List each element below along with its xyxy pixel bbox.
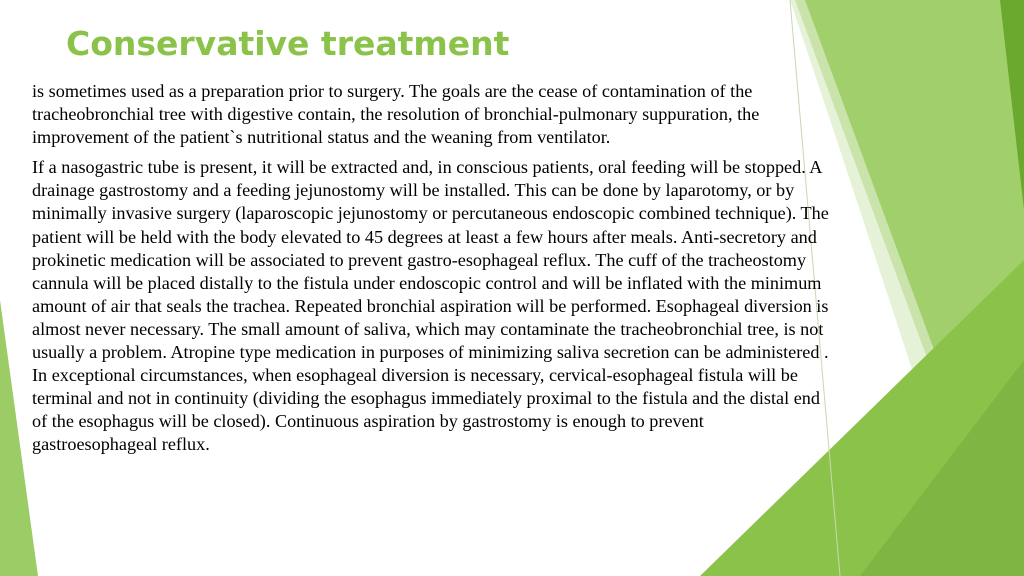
body-text [32,80,832,464]
paragraph-intro: is sometimes used as a preparation prior to surgery. The goals are the cease of contamination of the tracheobronchial tree with digestive contain, the resolution of bronchial-pulmonary suppuration, the improvement of the patient`s nutritional status and the weaning from ventilator. [32,81,760,148]
paragraph-procedure: If a nasogastric tube is present, it will be extracted and, in conscious patients, oral feeding will be stopped. A drainage gastrostomy and a feeding jejunostomy will be installed. This can be done by laparotomy, or by minimally invasive surgery (laparoscopic jejunostomy or percutaneous endoscopic combined technique). The patient will be held with the body elevated to 45 degrees at least a few hours after meals. Anti-secretory and prokinetic medication will be associated to prevent gastro-esophageal reflux. The cuff of the tracheostomy cannula will be placed distally to the fistula under endoscopic control and will be inflated with the minimum amount of air that seals the trachea. Repeated bronchial aspiration will be performed. Esophageal diversion is almost never necessary. The small amount of saliva, which may contaminate the tracheobronchial tree, is not usually a problem. Atropine type medication in purposes of minimizing saliva secretion can be administered . In exceptional circumstances, when esophageal diversion is necessary, cervical-esophageal fistula will be terminal and not in continuity (dividing the esophagus immediately proximal to the fistula and the distal end of the esophagus will be closed). Continuous aspiration by gastrostomy is enough to prevent gastroesophageal reflux. [32,157,829,455]
slide-title: Conservative treatment [66,24,510,63]
